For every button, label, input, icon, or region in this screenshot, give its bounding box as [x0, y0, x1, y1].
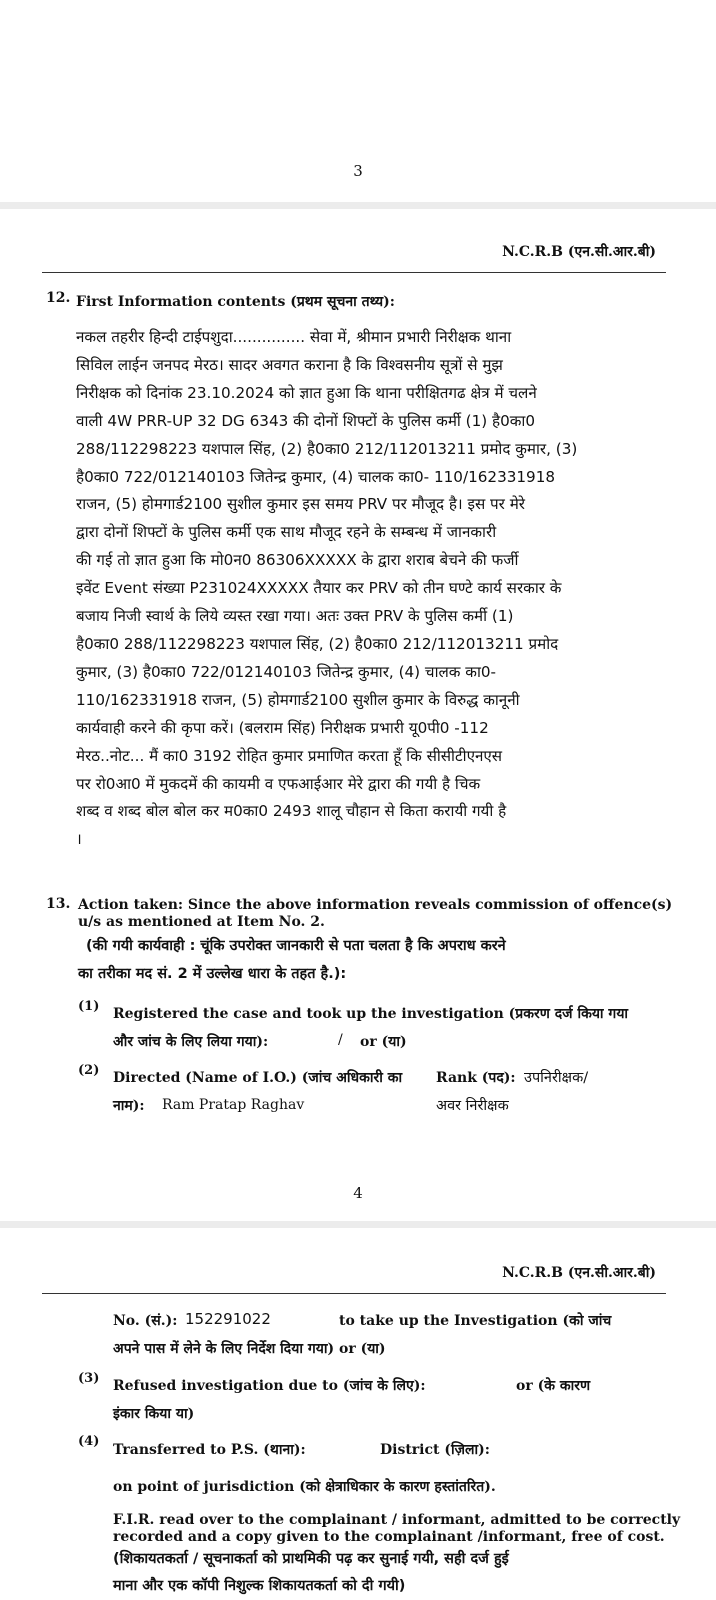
sub-item-4-number: (4) — [78, 1434, 100, 1449]
item-13-title-line2: u/s as mentioned at Item No. 2. — [78, 914, 325, 930]
header-rule — [42, 1293, 666, 1294]
transferred-ps-label: Transferred to P.S. (थाना): — [113, 1442, 306, 1458]
sub-item-1-number: (1) — [78, 999, 100, 1014]
text-line: राजन, (5) होमगार्ड2100 सुशील कुमार इस समय PRV पर मौजूद है। इस पर मेरे — [76, 495, 526, 514]
directed-label-line1: Directed (Name of I.O.) (जांच अधिकारी का — [113, 1070, 403, 1086]
text-line: है0का0 288/112298223 यशपाल सिंह, (2) है0का0 212/112013211 प्रमोद — [76, 634, 559, 653]
registered-case-line1: Registered the case and took up the investigation (प्रकरण दर्ज किया गया — [113, 1006, 629, 1022]
take-up-investigation-text: to take up the Investigation (को जांच — [339, 1313, 612, 1329]
page-number: 3 — [353, 162, 363, 180]
text-line: निरीक्षक को दिनांक 23.10.2024 को ज्ञात हुआ कि थाना परीक्षितगढ क्षेत्र में चलने — [76, 383, 537, 402]
text-line: सिविल लाईन जनपद मेरठ। सादर अवगत कराना है कि विश्वसनीय सूत्रों से मुझ — [76, 355, 503, 374]
text-line: 110/162331918 राजन, (5) होमगार्ड2100 सुशील कुमार के विरुद्ध कानूनी — [76, 690, 520, 709]
item-13-hindi-line2: का तरीका मद सं. 2 में उल्लेख धारा के तहत है.): — [78, 966, 347, 982]
slash-mark: / — [338, 1032, 343, 1048]
sub-item-2-number: (2) — [78, 1063, 100, 1078]
rank-value-line1: उपनिरीक्षक/ — [524, 1070, 589, 1086]
or-text: or (या) — [360, 1034, 407, 1050]
refused-investigation-line2: इंकार किया या) — [113, 1406, 195, 1422]
page-number: 4 — [353, 1184, 363, 1202]
text-line: मेरठ..नोट... मैं का0 3192 रोहित कुमार प्रमाणित करता हूँ कि सीसीटीएनएस — [76, 746, 503, 765]
no-value: 152291022 — [185, 1310, 271, 1328]
text-line: । — [76, 830, 82, 849]
take-up-investigation-line2: अपने पास में लेने के लिए निर्देश दिया गया) or (या) — [113, 1341, 386, 1357]
directed-label-line2: नाम): — [113, 1098, 145, 1114]
text-line: शब्द व शब्द बोल बोल कर म0का0 2493 शालू चौहान से किता करायी गयी है — [76, 802, 507, 821]
text-line: की गई तो ज्ञात हुआ कि मो0न0 86306XXXXX के द्वारा शराब बेचने की फर्जी — [76, 551, 519, 570]
text-line: बजाय निजी स्वार्थ के लिये व्यस्त रखा गया। अतः उक्त PRV के पुलिस कर्मी (1) — [76, 607, 514, 626]
sub-item-3-number: (3) — [78, 1371, 100, 1386]
text-line: कार्यवाही करने की कृपा करें। (बलराम सिंह) निरीक्षक प्रभारी यू0पी0 -112 — [76, 718, 489, 737]
item-12-number: 12. — [46, 290, 71, 306]
io-name-value: Ram Pratap Raghav — [162, 1097, 305, 1113]
fir-read-line2: recorded and a copy given to the complainant /informant, free of cost. — [113, 1529, 665, 1545]
text-line: इवेंट Event संख्या P231024XXXXX तैयार कर PRV को तीन घण्टे कार्य सरकार के — [76, 579, 562, 598]
text-line: कुमार, (3) है0का0 722/012140103 जितेन्द्र कुमार, (4) चालक का0- — [76, 662, 497, 681]
fir-read-line1: F.I.R. read over to the complainant / informant, admitted to be correctly — [113, 1512, 681, 1528]
rank-label: Rank (पद): — [436, 1070, 516, 1086]
text-line: है0का0 722/012140103 जितेन्द्र कुमार, (4) चालक का0- 110/162331918 — [76, 467, 556, 486]
page-separator — [0, 1221, 716, 1228]
item-13-number: 13. — [46, 896, 71, 912]
page-separator — [0, 202, 716, 209]
item-13-hindi-line1: (की गयी कार्यवाही : चूंकि उपरोक्त जानकारी से पता चलता है कि अपराध करने — [86, 938, 506, 954]
header-rule — [42, 272, 666, 273]
rank-value-line2: अवर निरीक्षक — [436, 1098, 509, 1114]
jurisdiction-text: on point of jurisdiction (को क्षेत्राधिकार के कारण हस्तांतरित). — [113, 1479, 496, 1495]
fir-read-hindi-line2: माना और एक कॉपी निशुल्क शिकायतकर्ता को दी गयी) — [113, 1578, 406, 1594]
text-line: द्वारा दोनों शिफ्टों के पुलिस कर्मी एक साथ मौजूद रहने के सम्बन्ध में जानकारी — [76, 523, 497, 542]
registered-case-line2: और जांच के लिए लिया गया): — [113, 1034, 269, 1050]
text-line: वाली 4W PRR-UP 32 DG 6343 की दोनों शिफ्टों के पुलिस कर्मी (1) है0का0 — [76, 411, 535, 430]
text-line: पर रो0आ0 में मुकदमें की कायमी व एफआईआर मेरे द्वारा की गयी है चिक — [76, 774, 481, 793]
ncrb-header: N.C.R.B (एन.सी.आर.बी) — [502, 1265, 656, 1281]
refused-investigation-line1: Refused investigation due to (जांच के लिए): — [113, 1378, 426, 1394]
item-12-title: First Information contents (प्रथम सूचना तथ्य): — [76, 294, 395, 310]
text-line: 288/112298223 यशपाल सिंह, (2) है0का0 212/112013211 प्रमोद कुमार, (3) — [76, 439, 578, 458]
item-13-title-line1: Action taken: Since the above information reveals commission of offence(s) — [78, 897, 673, 913]
refused-or-text: or (के कारण — [516, 1378, 591, 1394]
ncrb-header: N.C.R.B (एन.सी.आर.बी) — [502, 244, 656, 260]
no-label: No. (सं.): — [113, 1313, 178, 1329]
first-information-text — [76, 324, 636, 854]
district-label: District (ज़िला): — [380, 1442, 490, 1458]
fir-read-hindi-line1: (शिकायतकर्ता / सूचनाकर्ता को प्राथमिकी पढ़ कर सुनाई गयी, सही दर्ज हुई — [113, 1551, 509, 1567]
text-line: नकल तहरीर हिन्दी टाईपशुदा............... सेवा में, श्रीमान प्रभारी निरीक्षक थाना — [76, 328, 512, 346]
